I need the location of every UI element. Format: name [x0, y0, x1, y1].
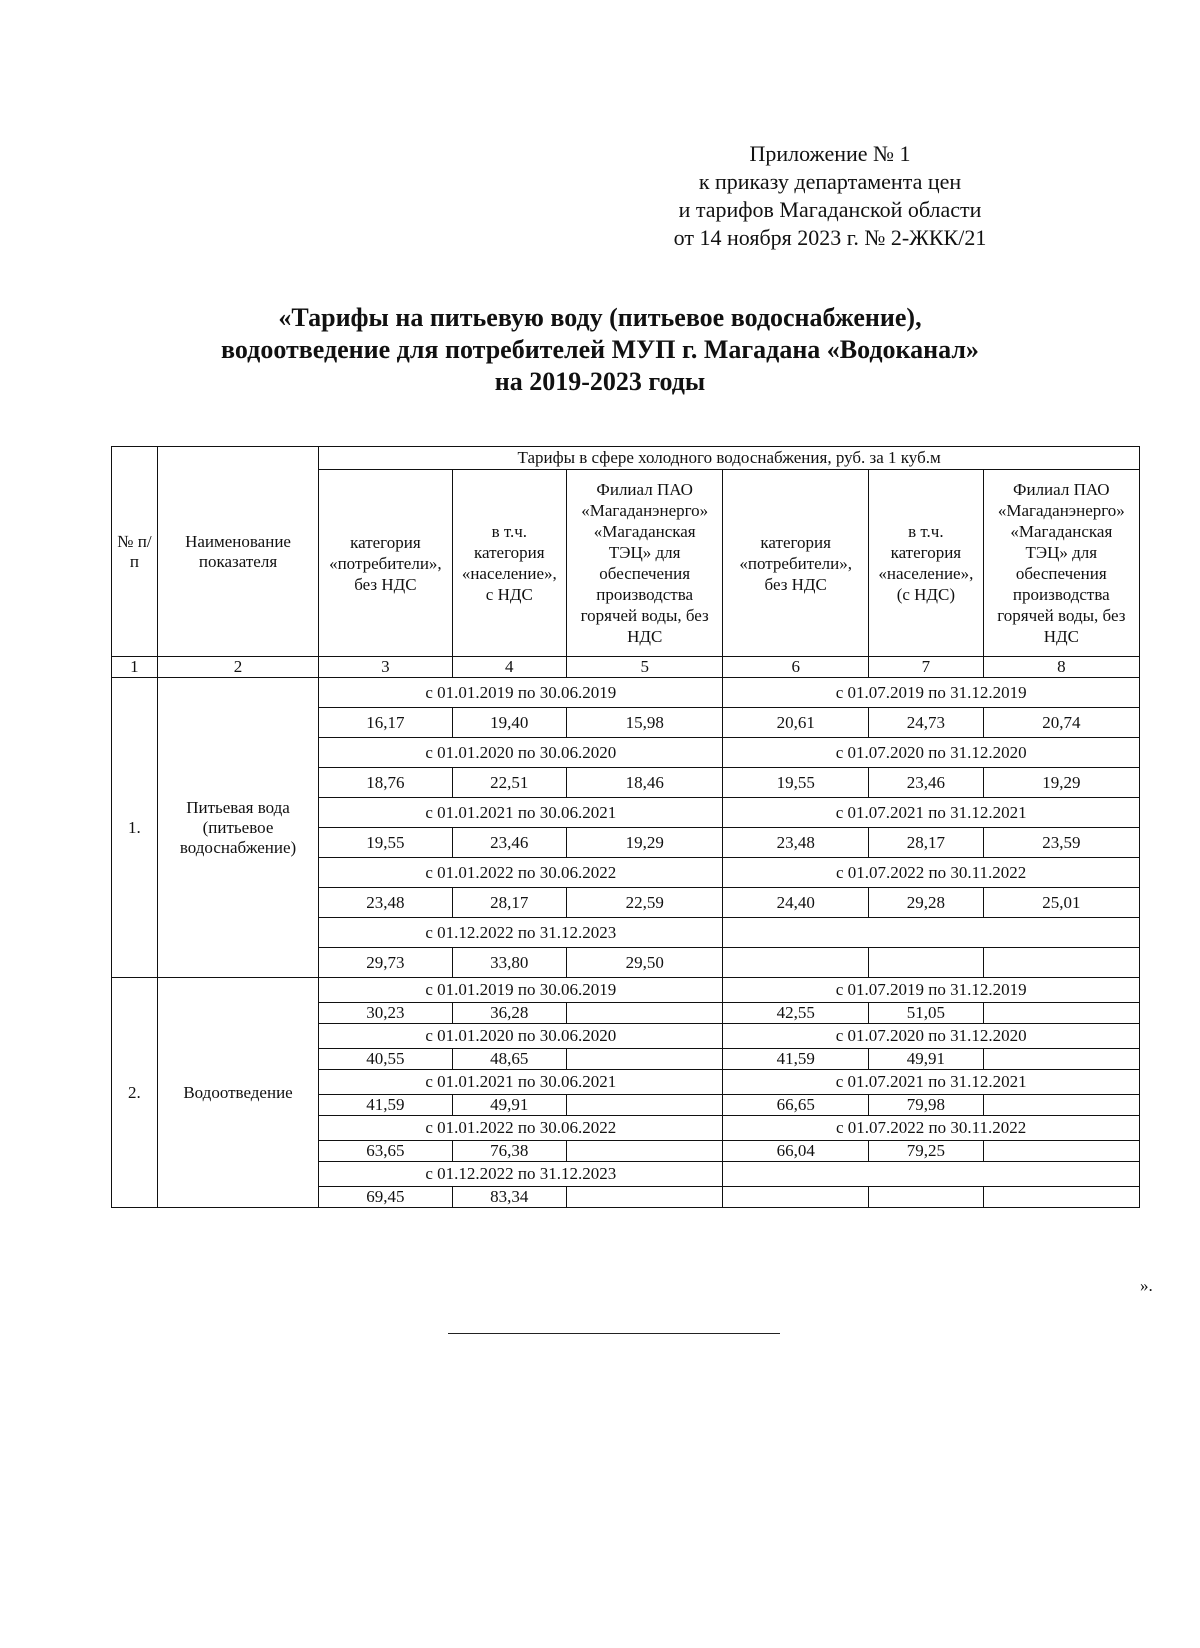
tariff-value: 19,29: [567, 828, 723, 858]
colnum-cell: 2: [157, 657, 318, 678]
appendix-line-1: Приложение № 1: [749, 141, 911, 166]
colnum-cell: 8: [983, 657, 1139, 678]
period-second-half: с 01.07.2020 по 31.12.2020: [723, 738, 1140, 768]
tariff-value: [567, 1049, 723, 1070]
col8-header: Филиал ПАО «Магаданэнерго» «Магаданская ТЭЦ» для обеспечения производства горячей воды, без НДС: [983, 470, 1139, 657]
tariff-value: 24,73: [869, 708, 984, 738]
tariff-value: 76,38: [452, 1141, 567, 1162]
colnum-cell: 6: [723, 657, 869, 678]
document-title: [100, 302, 1100, 398]
tariff-value: [983, 1003, 1139, 1024]
tariff-value: 29,28: [869, 888, 984, 918]
appendix-line-2: к приказу департамента цен: [698, 169, 962, 194]
tariff-value: 20,61: [723, 708, 869, 738]
colnum-cell: 4: [452, 657, 567, 678]
tariff-value: [983, 1095, 1139, 1116]
tariff-value: 24,40: [723, 888, 869, 918]
section-number: 1.: [112, 678, 158, 978]
tariff-value: 16,17: [319, 708, 452, 738]
section-number: 2.: [112, 978, 158, 1208]
tariff-value: 41,59: [319, 1095, 452, 1116]
tariffs-table: [111, 446, 1140, 1208]
colnum-cell: 7: [869, 657, 984, 678]
period-second-half: [723, 1162, 1140, 1187]
tariff-value: 18,76: [319, 768, 452, 798]
colnum-cell: 3: [319, 657, 452, 678]
appendix-line-4: от 14 ноября 2023 г. № 2-ЖКК/21: [673, 225, 987, 250]
period-first-half: с 01.01.2021 по 30.06.2021: [319, 1070, 723, 1095]
group-caption: Тарифы в сфере холодного водоснабжения, руб. за 1 куб.м: [319, 447, 1140, 470]
col6-header: категория «потребители», без НДС: [723, 470, 869, 657]
tariff-value: 41,59: [723, 1049, 869, 1070]
tariff-value: 51,05: [869, 1003, 984, 1024]
tariff-value: [567, 1187, 723, 1208]
tariff-value: 19,55: [723, 768, 869, 798]
tariff-value: 49,91: [452, 1095, 567, 1116]
period-first-half: с 01.12.2022 по 31.12.2023: [319, 918, 723, 948]
col4-header: в т.ч. категория «население», с НДС: [452, 470, 567, 657]
period-first-half: с 01.01.2020 по 30.06.2020: [319, 738, 723, 768]
period-first-half: с 01.01.2022 по 30.06.2022: [319, 1116, 723, 1141]
col5-header: Филиал ПАО «Магаданэнерго» «Магаданская ТЭЦ» для обеспечения производства горячей воды, без НДС: [567, 470, 723, 657]
colnum-cell: 1: [112, 657, 158, 678]
tariff-value: 15,98: [567, 708, 723, 738]
tariff-value: [983, 1141, 1139, 1162]
period-second-half: [723, 918, 1140, 948]
tariff-value: 23,59: [983, 828, 1139, 858]
tariff-value: 49,91: [869, 1049, 984, 1070]
tariff-value: 83,34: [452, 1187, 567, 1208]
period-second-half: с 01.07.2022 по 30.11.2022: [723, 858, 1140, 888]
tariff-value: 20,74: [983, 708, 1139, 738]
tariff-value: 30,23: [319, 1003, 452, 1024]
period-first-half: с 01.01.2019 по 30.06.2019: [319, 678, 723, 708]
section-name: Питьевая вода (питьевое водоснабжение): [157, 678, 318, 978]
tariff-value: [983, 948, 1139, 978]
tariff-value: [983, 1187, 1139, 1208]
tariff-value: [567, 1141, 723, 1162]
tariff-value: 33,80: [452, 948, 567, 978]
title-line-2: водоотведение для потребителей МУП г. Магадана «Водоканал»: [221, 335, 979, 364]
tariff-value: 79,98: [869, 1095, 984, 1116]
closing-quote-mark: ».: [1140, 1276, 1153, 1295]
period-first-half: с 01.01.2022 по 30.06.2022: [319, 858, 723, 888]
tariff-value: 66,04: [723, 1141, 869, 1162]
tariff-value: 48,65: [452, 1049, 567, 1070]
period-second-half: с 01.07.2020 по 31.12.2020: [723, 1024, 1140, 1049]
period-second-half: с 01.07.2021 по 31.12.2021: [723, 1070, 1140, 1095]
period-row: [112, 678, 1140, 708]
footer-rule: [448, 1333, 780, 1334]
tariff-value: [723, 1187, 869, 1208]
col-name-header: Наименование показателя: [157, 447, 318, 657]
tariff-value: 29,50: [567, 948, 723, 978]
tariff-value: 22,51: [452, 768, 567, 798]
tariff-value: 23,48: [319, 888, 452, 918]
period-first-half: с 01.01.2021 по 30.06.2021: [319, 798, 723, 828]
appendix-line-3: и тарифов Магаданской области: [678, 197, 982, 222]
tariff-value: 28,17: [869, 828, 984, 858]
period-first-half: с 01.12.2022 по 31.12.2023: [319, 1162, 723, 1187]
period-second-half: с 01.07.2022 по 30.11.2022: [723, 1116, 1140, 1141]
title-line-1: «Тарифы на питьевую воду (питьевое водоснабжение),: [278, 303, 922, 332]
section-name: Водоотведение: [157, 978, 318, 1208]
tariff-value: 23,46: [452, 828, 567, 858]
colnum-cell: 5: [567, 657, 723, 678]
tariff-value: [869, 948, 984, 978]
tariff-value: 42,55: [723, 1003, 869, 1024]
tariff-value: [567, 1095, 723, 1116]
period-second-half: с 01.07.2019 по 31.12.2019: [723, 678, 1140, 708]
tariff-value: 63,65: [319, 1141, 452, 1162]
tariff-value: 69,45: [319, 1187, 452, 1208]
tariff-value: 23,48: [723, 828, 869, 858]
col7-header: в т.ч. категория «население», (с НДС): [869, 470, 984, 657]
tariff-value: 19,29: [983, 768, 1139, 798]
column-number-row: [112, 657, 1140, 678]
period-first-half: с 01.01.2020 по 30.06.2020: [319, 1024, 723, 1049]
period-second-half: с 01.07.2019 по 31.12.2019: [723, 978, 1140, 1003]
tariff-value: 36,28: [452, 1003, 567, 1024]
tariff-value: 28,17: [452, 888, 567, 918]
tariff-value: [567, 1003, 723, 1024]
appendix-header: [620, 140, 1040, 252]
tariff-value: [983, 1049, 1139, 1070]
tariff-value: 66,65: [723, 1095, 869, 1116]
period-first-half: с 01.01.2019 по 30.06.2019: [319, 978, 723, 1003]
title-line-3: на 2019-2023 годы: [494, 367, 706, 396]
tariff-value: 19,55: [319, 828, 452, 858]
header-row-top: [112, 447, 1140, 470]
tariff-value: [723, 948, 869, 978]
tariff-value: 23,46: [869, 768, 984, 798]
tariff-value: 79,25: [869, 1141, 984, 1162]
tariff-value: 22,59: [567, 888, 723, 918]
tariff-value: 18,46: [567, 768, 723, 798]
tariff-value: 19,40: [452, 708, 567, 738]
col-num-header: № п/п: [112, 447, 158, 657]
tariff-value: [869, 1187, 984, 1208]
period-row: [112, 978, 1140, 1003]
period-second-half: с 01.07.2021 по 31.12.2021: [723, 798, 1140, 828]
tariff-value: 25,01: [983, 888, 1139, 918]
col3-header: категория «потребители», без НДС: [319, 470, 452, 657]
tariff-value: 40,55: [319, 1049, 452, 1070]
tariff-value: 29,73: [319, 948, 452, 978]
